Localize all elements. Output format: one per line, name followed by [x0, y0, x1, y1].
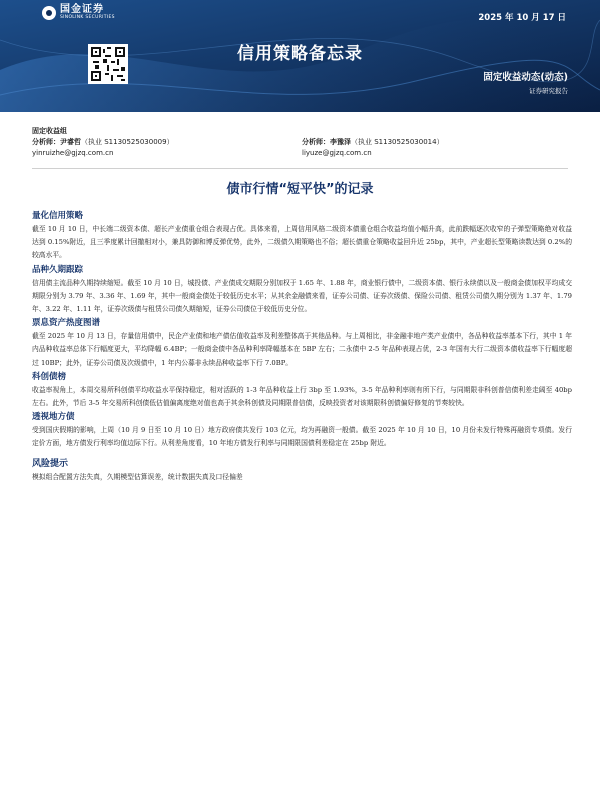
section-heading-duration: 品种久期跟踪 — [32, 264, 84, 275]
analyst-block — [32, 126, 572, 159]
section-body-sci-tech: 收益率视角上，本周交易所科创债平均收益水平保持稳定，相对活跃的 1-3 年品种收益上行 3bp 至 1.93%，3-5 年品种利率则有所下行，与同期限非科创普信债利差走阔至 40bp 左右。此外，节后 3-5 年交易所科创债低估值偏离度绝对值也高于其余科创债及同期限普信债，反映投资者对该期限科创债偏好修复的节奏较快。 — [32, 385, 572, 408]
main-title: 债市行情“短平快”的记录 — [226, 182, 374, 197]
header-banner — [0, 0, 600, 112]
report-subtitle: 固定收益动态(动态) — [483, 72, 568, 83]
report-body — [32, 210, 572, 484]
section-body-heatmap: 截至 2025 年 10 月 13 日，存量信用债中，民企产业债和地产债估值收益率及利差整体高于其他品种。与上周相比，非金融非地产类产业债中，各品种收益率基本下行，其中 1 年内品种收益率总体下行幅度更大，平均降幅 6.4BP；一般商金债中各品种利率降幅基本在 5BP 左右；二永债中 2-5 年品种表现占优，2-3 年国有大行二级资本债收益率下行幅度超过 10BP；此外，证券公司债及次级债中，1 年内公募非永续品种收益率下行 7.0BP。 — [32, 332, 572, 367]
section-heading-heatmap: 票息资产热度图谱 — [32, 318, 101, 329]
analyst-2 — [302, 137, 572, 148]
analyst-1-label: 分析师： — [32, 138, 60, 146]
logo-icon — [42, 6, 56, 20]
report-date: 2025 年 10 月 17 日 — [478, 13, 566, 23]
section-divider — [32, 168, 568, 169]
team-name: 固定收益组 — [32, 127, 67, 135]
section-heading-sci-tech: 科创债榜 — [32, 371, 67, 382]
analyst-2-name: 李豫泽 — [330, 138, 351, 146]
analyst-1 — [32, 137, 302, 148]
analyst-2-license: （执业 S1130525030014） — [351, 138, 444, 146]
risk-heading: 风险提示 — [32, 458, 69, 469]
analyst-1-name: 尹睿哲 — [60, 138, 81, 146]
analyst-2-label: 分析师： — [302, 138, 330, 146]
risk-body: 模拟组合配置方法失真，久期模型估算误差，统计数据失真及口径偏差 — [32, 472, 243, 481]
report-title: 信用策略备忘录 — [237, 44, 363, 64]
section-body-duration: 信用债主流品种久期持续缩短。截至 10 月 10 日，城投债、产业债成交期限分别加权于 1.65 年、1.88 年，商业银行债中，二级资本债、银行永续债以及一般商金债加权平均成交期限分别为 3.79 年、3.36 年、1.69 年，其中一般商金债处于较低历史水平；从其余金融债来看，证券公司债、证券次级债、保险公司债、租赁公司债久期分别为 1.37 年、1.79 年、3.22 年、1.11 年，证券次级债与租赁公司债久期缩短，证券公司债位于较低历史分位。 — [32, 278, 572, 314]
logo-cn: 国金证券 — [60, 4, 104, 15]
brand-logo — [42, 5, 115, 21]
section-body-quant-credit: 截至 10 月 10 日，中长端二级资本债、超长产业债重仓组合表现占优。具体来看，上周信用风格二级资本债重仓组合收益均值小幅升高，此前跌幅逐次收窄的子弹型策略绝对收益达到 0.15%附近，且三季度累计回撤相对小，兼具防御和博反弹优势，此外，二级债久期策略也不俗；超长债重仓策略收益回升近 25bp，其中，产业超长型策略读数达到 0.2%的较高水平。 — [32, 225, 572, 260]
section-heading-quant-credit: 量化信用策略 — [32, 211, 84, 221]
analyst-1-email[interactable]: yinruizhe@gjzq.com.cn — [32, 149, 114, 157]
report-type: 证券研究报告 — [529, 87, 568, 95]
section-heading-local-gov: 透视地方债 — [32, 412, 75, 423]
section-body-local-gov: 受到国庆假期的影响，上周（10 月 9 日至 10 月 10 日）地方政府债共发行 103 亿元，均为再融资一般债。截至 2025 年 10 月 10 日，10 月份未发行特殊再融资专项债。发行定价方面，地方债发行利率均值边际下行。从利差角度看，10 年地方债发行利率与同期限国债利差稳定在 25bp 附近。 — [32, 426, 572, 448]
logo-en: SINOLINK SECURITIES — [60, 15, 115, 20]
analyst-1-license: （执业 S1130525030009） — [81, 138, 174, 146]
analyst-2-email[interactable]: liyuze@gjzq.com.cn — [302, 149, 372, 157]
